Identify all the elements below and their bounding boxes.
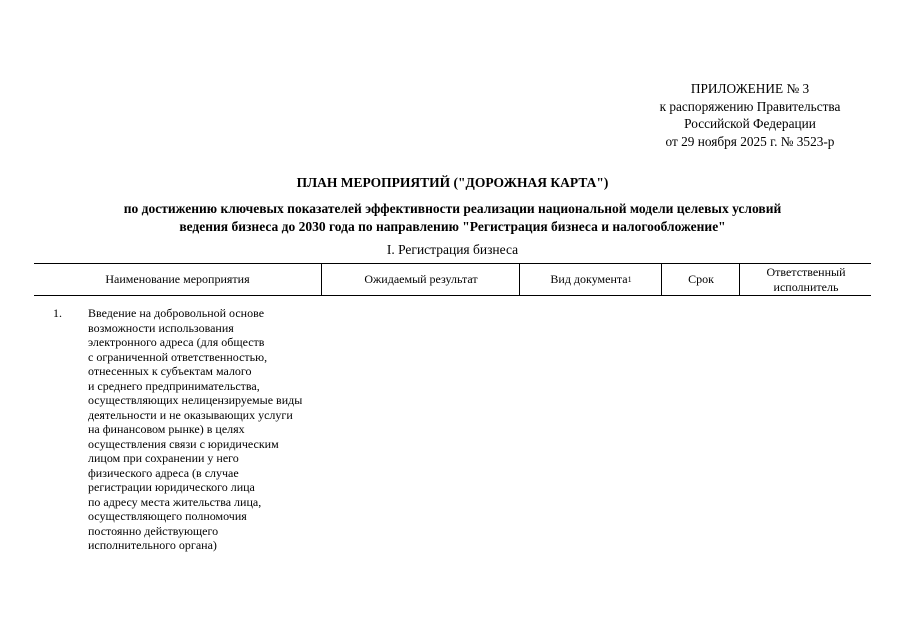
header-document-type: Вид документа 1 bbox=[519, 264, 662, 295]
section-heading: I. Регистрация бизнеса bbox=[386, 242, 519, 257]
appendix-block bbox=[600, 80, 900, 150]
table-header bbox=[34, 263, 871, 296]
row-number: 1. bbox=[53, 306, 62, 320]
document-title: ПЛАН МЕРОПРИЯТИЙ ("ДОРОЖНАЯ КАРТА") bbox=[296, 175, 609, 190]
document-subtitle bbox=[50, 200, 855, 236]
appendix-number: ПРИЛОЖЕНИЕ № 3 bbox=[690, 81, 810, 96]
row-event-text: Введение на добровольной основе возможности использования электронного адреса (для обществ с ограниченной ответственностью, отнесенных к субъектам малого и среднего предпринимательства, осуществляющих нелицензируемые виды деятельности и не оказывающих услуги на финансовом рынке) в целях осуществления связи с юридическим лицом при сохранении у него физического адреса (в случае регистрации юридического лица по адресу места жительства лица, осуществляющего полномочия постоянно действующего исполнительного органа) bbox=[88, 306, 303, 552]
header-event-name: Наименование мероприятия bbox=[105, 272, 250, 287]
header-responsible: Ответственный исполнитель bbox=[739, 264, 872, 295]
subtitle-line-2: ведения бизнеса до 2030 года по направлению "Регистрация бизнеса и налогообложение" bbox=[179, 219, 726, 234]
header-deadline: Срок bbox=[661, 264, 740, 295]
appendix-government: Российской Федерации bbox=[684, 116, 816, 131]
header-expected-result: Ожидаемый результат bbox=[321, 264, 520, 295]
appendix-date: от 29 ноября 2025 г. № 3523-р bbox=[665, 133, 835, 149]
appendix-order-line: к распоряжению Правительства bbox=[659, 98, 841, 114]
subtitle-line-1: по достижению ключевых показателей эффективности реализации национальной модели целевых условий bbox=[123, 201, 782, 216]
